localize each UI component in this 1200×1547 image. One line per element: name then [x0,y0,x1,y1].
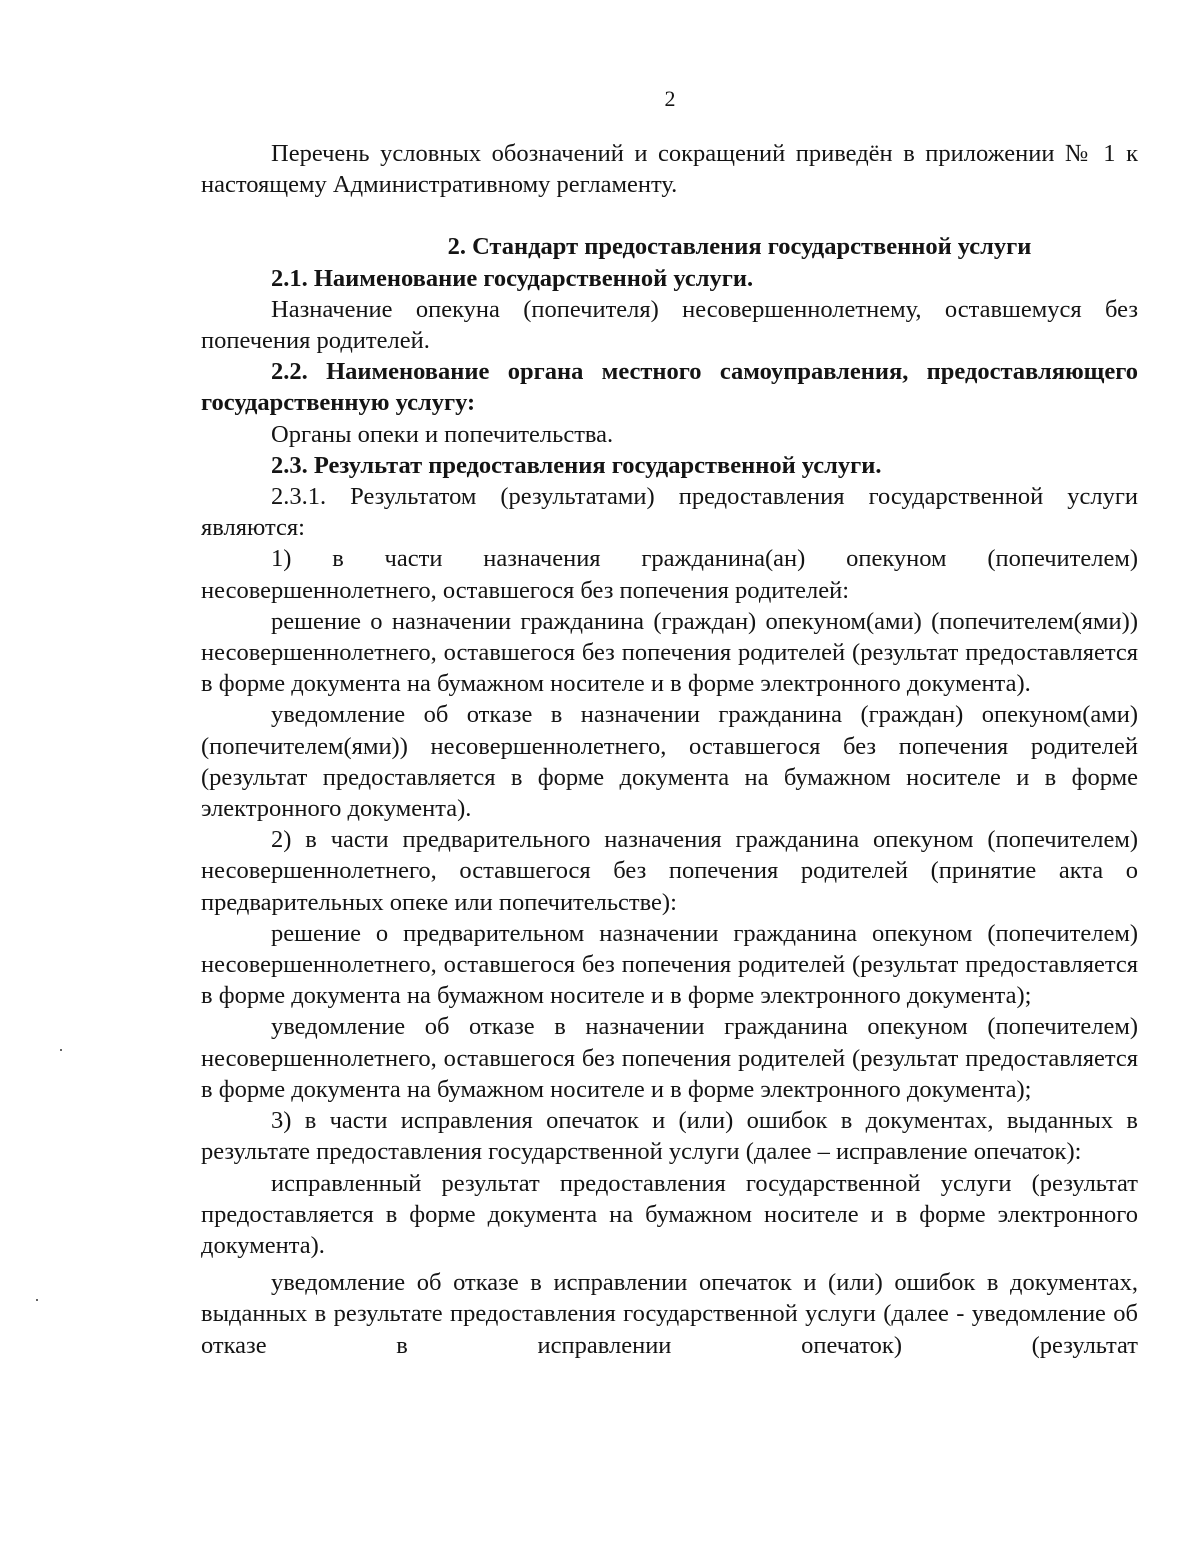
list-item-2-decision: решение о предварительном назначении гражданина опекуном (попечителем) несовершеннолетнего, оставшегося без попечения родителей (результат предоставляется в форме документа на бумажном носителе и в форме электронного документа); [201,919,1138,1010]
document-body [201,138,1138,1361]
scan-speck [36,1299,38,1301]
subsection-heading-2-2: 2.2. Наименование органа местного самоуправления, предоставляющего государственную услугу: [201,358,1138,417]
spacer [201,200,1138,231]
scan-speck [60,1049,62,1051]
list-item-2-refusal: уведомление об отказе в назначении гражданина опекуном (попечителем) несовершеннолетнего, оставшегося без попечения родителей (результат предоставляется в форме документа на бумажном носителе и в форме электронного документа); [201,1013,1138,1103]
paragraph-2-3-1: 2.3.1. Результатом (результатами) предоставления государственной услуги являются: [201,483,1138,542]
subsection-heading-2-1: 2.1. Наименование государственной услуги. [271,264,754,292]
intro-paragraph: Перечень условных обозначений и сокращений приведён в приложении № 1 к настоящему Административному регламенту. [201,140,1138,199]
page-number: 2 [664,86,676,111]
section-heading: 2. Стандарт предоставления государственной услуги [447,233,1032,261]
subsection-heading-2-3: 2.3. Результат предоставления государственной услуги. [271,451,882,479]
paragraph-2-2: Органы опеки и попечительства. [271,420,614,448]
list-item-1: 1) в части назначения гражданина(ан) опекуном (попечителем) несовершеннолетнего, оставшегося без попечения родителей: [201,545,1138,604]
list-item-1-decision: решение о назначении гражданина (граждан) опекуном(ами) (попечителем(ями)) несовершеннолетнего, оставшегося без попечения родителей (результат предоставляется в форме документа на бумажном носителе и в форме электронного документа). [201,607,1138,698]
paragraph-2-1: Назначение опекуна (попечителя) несовершеннолетнему, оставшемуся без попечения родителей. [201,295,1138,355]
list-item-3-corrected-result: исправленный результат предоставления государственной услуги (результат предоставляется в форме документа на бумажном носителе и в форме электронного документа). [201,1169,1138,1259]
list-item-2: 2) в части предварительного назначения гражданина опекуном (попечителем) несовершеннолетнего, оставшегося без попечения родителей (принятие акта о предварительных опеке или попечительстве): [201,826,1138,916]
list-item-1-refusal: уведомление об отказе в назначении гражданина (граждан) опекуном(ами) (попечителем(ями)) несовершеннолетнего, оставшегося без попечения родителей (результат предоставляется в форме документа на бумажном носителе и в форме электронного документа). [201,701,1138,823]
list-item-3: 3) в части исправления опечаток и (или) ошибок в документах, выданных в результате предоставления государственной услуги (далее – исправление опечаток): [201,1107,1138,1166]
list-item-3-refusal: уведомление об отказе в исправлении опечаток и (или) ошибок в документах, выданных в результате предоставления государственной услуги (далее - уведомление об отказе в исправлении опечаток) (результат [201,1269,1138,1359]
